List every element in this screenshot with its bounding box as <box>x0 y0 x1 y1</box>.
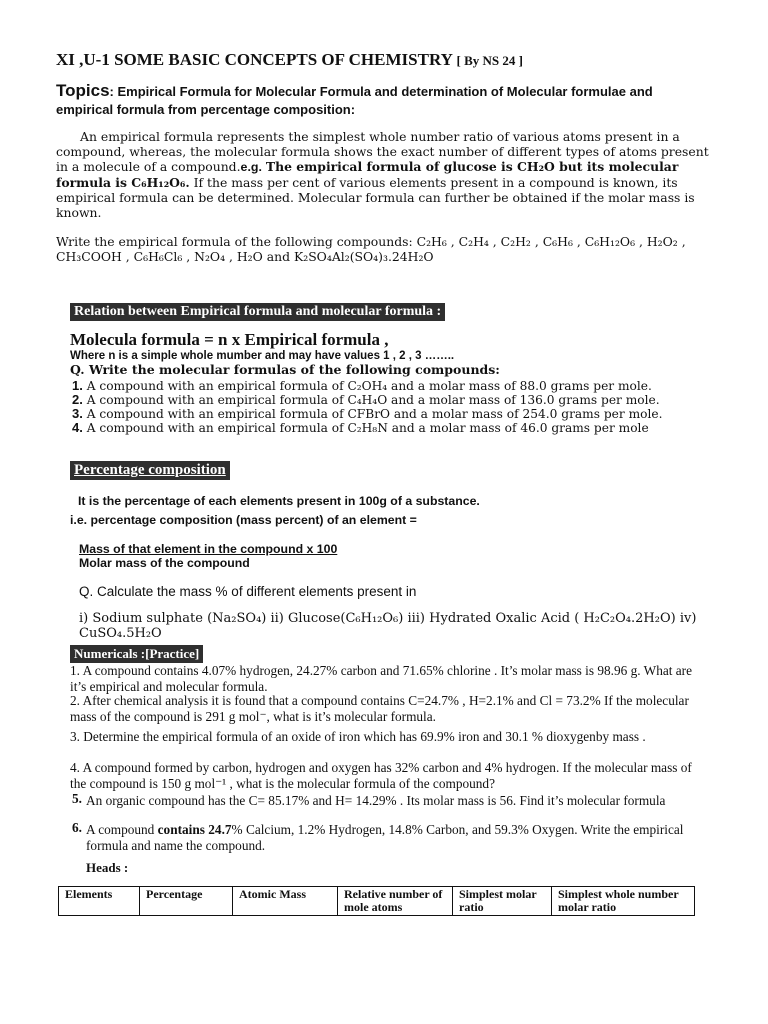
item-number: 2. <box>72 392 83 407</box>
percentage-definition: It is the percentage of each elements present in 100g of a substance. <box>78 494 480 508</box>
item-text: A compound with an empirical formula of C₄H₄O and a molar mass of 136.0 grams per mole. <box>86 393 660 407</box>
glucose-statement: The empirical formula of glucose is CH₂O but its molecular formula is C₆H₁₂O₆. <box>56 159 679 190</box>
item-number: 6. <box>72 820 82 835</box>
table-header-cell: Percentage <box>140 887 233 916</box>
numerical-item: 4. A compound formed by carbon, hydrogen and oxygen has 32% carbon and 4% hydrogen. If the molecular mass of the compound is 150 g mol⁻¹ , what is the molecular formula of the compound? <box>70 760 692 791</box>
numerical-item: 1. A compound contains 4.07% hydrogen, 24.27% carbon and 71.65% chlorine . It’s molar mass is 98.96 g. What are it’s empirical and molecular formula. <box>70 663 693 694</box>
fraction-denominator: Molar mass of the compound <box>79 556 250 570</box>
percentage-heading: Percentage composition <box>70 461 230 480</box>
relation-item <box>72 406 662 421</box>
item-number: 5. <box>72 791 82 806</box>
n-definition: Where n is a simple whole mumber and may have values 1 , 2 , 3 …….. <box>70 350 455 362</box>
table-header-cell: Relative number of mole atoms <box>338 887 453 916</box>
percentage-question: Q. Calculate the mass % of different elements present in <box>79 584 417 599</box>
table-header-cell: Elements <box>59 887 140 916</box>
item-text: An organic compound has the C= 85.17% and H= 14.29% . Its molar mass is 56. Find it’s molecular formula <box>86 793 666 808</box>
eg-label: e.g. <box>240 160 262 174</box>
numerical-item <box>70 793 686 809</box>
topics-label: Topics <box>56 81 110 100</box>
item-number: 3. <box>72 406 83 421</box>
numerical-item: 2. After chemical analysis it is found that a compound contains C=24.7% , H=2.1% and Cl = 73.2% If the molecular mass of the compound is 291 g mol⁻, what is it’s molecular formula. <box>70 693 689 724</box>
intro-start: An empirical formula represents the simplest whole number ratio of various atoms present in a compound, whereas, the molecular formula shows the exact number of different types of atoms present in a molecule of a compound. <box>56 129 709 174</box>
topics-text: : Empirical Formula for Molecular Formula and determination of Molecular formulae and empirical formula from percentage composition: <box>56 84 653 117</box>
molecular-formula-equation: Molecula formula = n x Empirical formula , <box>70 330 389 349</box>
table-header-cell: Simplest molar ratio <box>453 887 552 916</box>
item-text: A compound with an empirical formula of C₂OH₄ and a molar mass of 88.0 grams per mole. <box>86 379 652 393</box>
document-title <box>56 50 523 70</box>
relation-item <box>72 392 660 407</box>
empirical-exercise: Write the empirical formula of the following compounds: C₂H₆ , C₂H₄ , C₂H₂ , C₆H₆ , C₆H₁₂O₆ , H₂O₂ , CH₃COOH , C₆H₆Cl₆ , N₂O₄ , H₂O and K₂SO₄Al₂(SO₄)₃.24H₂O <box>56 234 686 264</box>
heads-table <box>58 886 695 916</box>
item-text: A compound with an empirical formula of C₂H₈N and a molar mass of 46.0 grams per mole <box>86 421 649 435</box>
intro-end: If the mass per cent of various elements present in a compound is known, its empirical formula can be determined. Molecular formula can further be obtained if the molar mass is known. <box>56 175 695 220</box>
item-text-c: % Calcium, 1.2% Hydrogen, 14.8% Carbon, and 59.3% Oxygen. Write the empirical formula and name the compound. <box>86 822 684 853</box>
relation-heading: Relation between Empirical formula and molecular formula : <box>70 303 445 321</box>
item-text-a: A compound <box>86 822 155 837</box>
item-text-b: contains 24.7 <box>157 822 232 837</box>
intro-paragraph <box>56 129 714 220</box>
relation-item <box>72 378 652 393</box>
numerical-item: 3. Determine the empirical formula of an oxide of iron which has 69.9% iron and 30.1 % dioxygenby mass . <box>70 729 646 744</box>
fraction-numerator: Mass of that element in the compound x 100 <box>79 542 338 556</box>
table-row <box>59 887 695 916</box>
numerical-item <box>70 822 706 854</box>
table-header-cell: Simplest whole number molar ratio <box>552 887 695 916</box>
item-text: A compound with an empirical formula of CFBrO and a molar mass of 254.0 grams per mole. <box>86 407 663 421</box>
heads-label: Heads : <box>86 860 129 875</box>
item-number: 1. <box>72 378 83 393</box>
title-text: XI ,U-1 SOME BASIC CONCEPTS OF CHEMISTRY <box>56 50 453 69</box>
relation-question: Q. Write the molecular formulas of the following compounds: <box>70 362 500 377</box>
numericals-heading: Numericals :[Practice] <box>70 645 203 663</box>
relation-item <box>72 420 649 435</box>
topics <box>56 82 706 119</box>
table-header-cell: Atomic Mass <box>233 887 338 916</box>
percentage-ie: i.e. percentage composition (mass percent) of an element = <box>70 513 417 527</box>
author-tag: [ By NS 24 ] <box>456 53 523 68</box>
item-number: 4. <box>72 420 83 435</box>
percentage-compounds: i) Sodium sulphate (Na₂SO₄) ii) Glucose(C₆H₁₂O₆) iii) Hydrated Oxalic Acid ( H₂C₂O₄.2H₂O) iv) CuSO₄.5H₂O <box>79 611 697 641</box>
